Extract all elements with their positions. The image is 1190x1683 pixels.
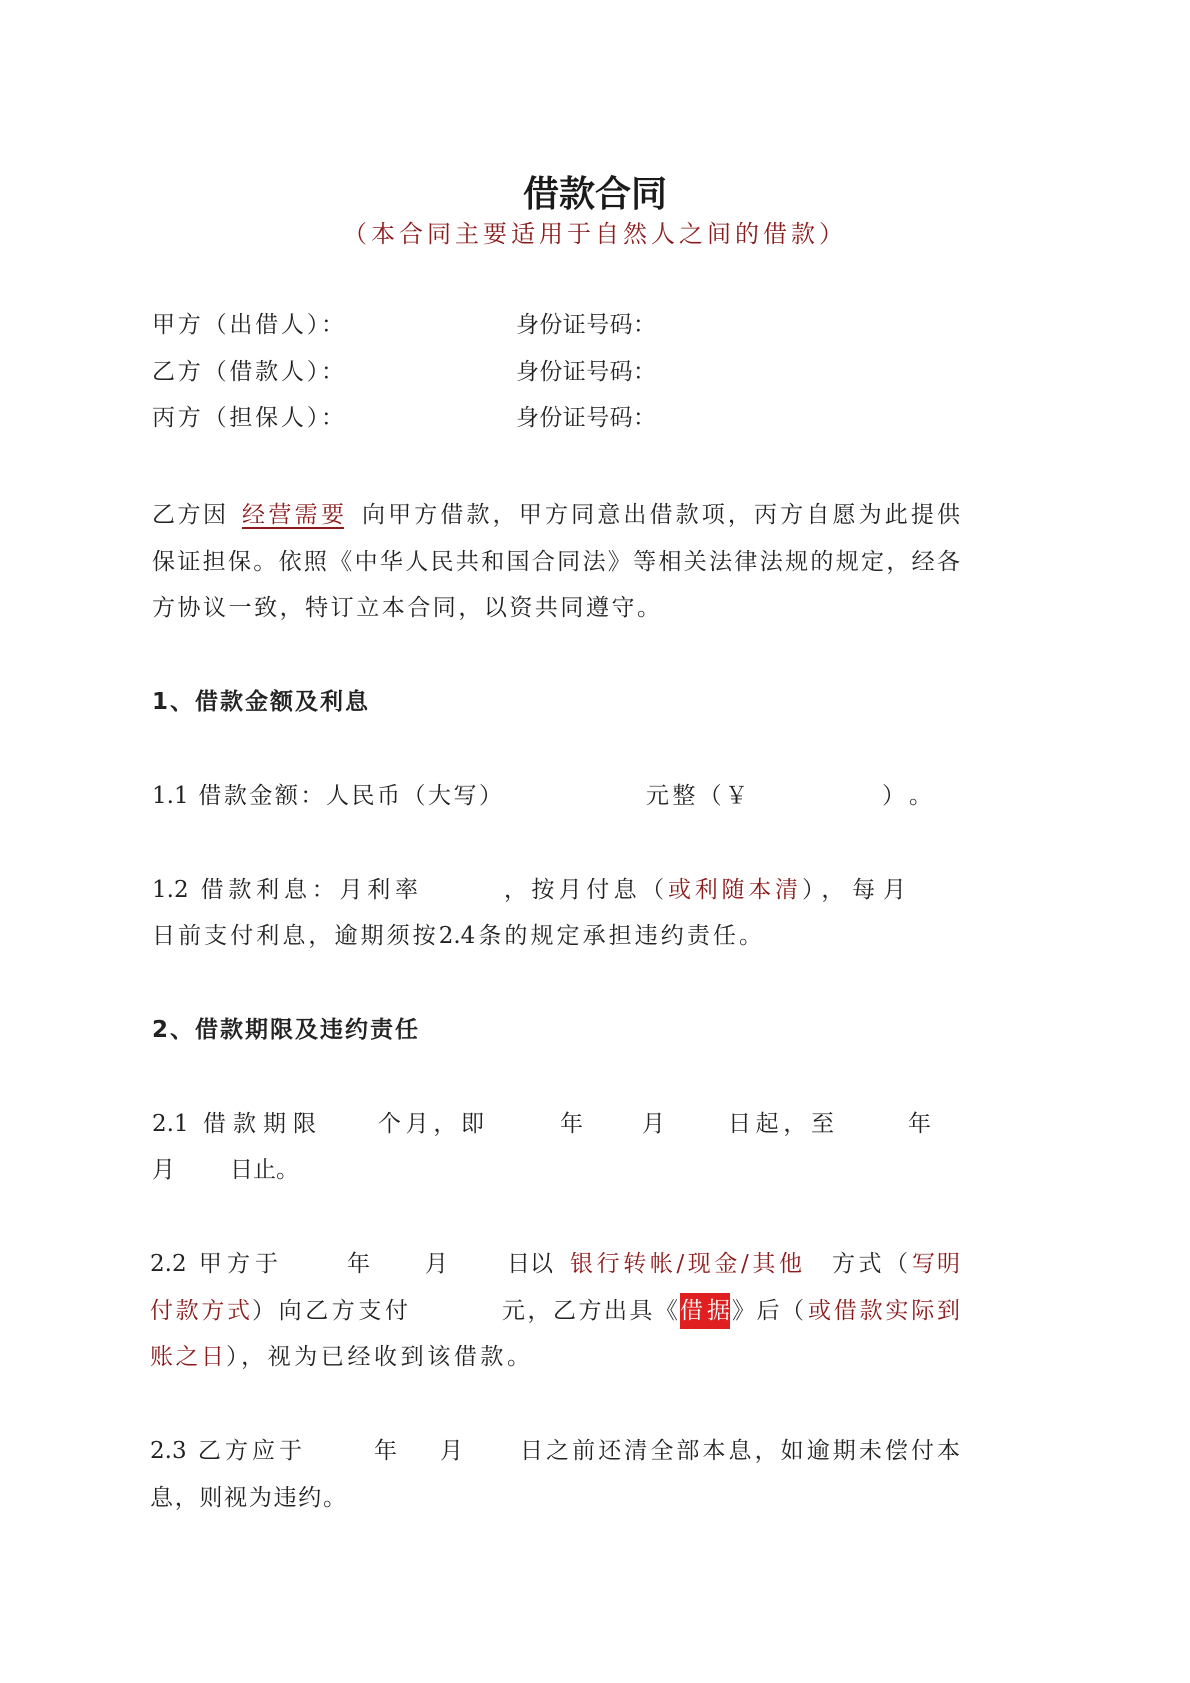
text: 2.2 甲方于 — [150, 1251, 278, 1277]
text: 元，乙方出具《 — [502, 1298, 678, 1324]
purpose-field: 经营需要 — [242, 502, 344, 528]
text: 1.1 借款金额：人民币（大写） — [152, 783, 502, 809]
text: 账之日 — [150, 1344, 224, 1370]
preamble-line — [0, 497, 1190, 533]
text: 月 — [425, 1251, 448, 1277]
text: 2.1 借款期限 — [152, 1111, 316, 1137]
text: 日以 — [507, 1251, 553, 1277]
text: 1.2 借款利息：月利率 — [152, 877, 418, 903]
text: 2.3 乙方应于 — [150, 1438, 302, 1464]
highlighted-term: 借据 — [680, 1293, 730, 1329]
text: 付款方式 — [150, 1298, 250, 1324]
text: 息，则视为违约。 — [150, 1485, 346, 1511]
text: ），视为已经收到该借款。 — [226, 1344, 530, 1370]
text: 或借款实际到 — [808, 1298, 960, 1324]
text: 年 — [908, 1111, 931, 1137]
party-line-lender — [0, 307, 1190, 343]
clause-1-1 — [0, 778, 1190, 814]
text: ，按月付息（ — [504, 877, 664, 903]
clause-2-2-cont — [0, 1339, 1190, 1375]
text: 月 — [642, 1111, 665, 1137]
text: 日前支付利息，逾期须按2.4条的规定承担违约责任。 — [152, 923, 762, 949]
text: 日止。 — [230, 1157, 299, 1183]
text: 向甲方借款，甲方同意出借款项，丙方自愿为此提供 — [362, 502, 960, 528]
clause-2-2 — [0, 1246, 1190, 1282]
text: 方协议一致，特订立本合同，以资共同遵守。 — [152, 595, 660, 621]
text: 个月，即 — [378, 1111, 484, 1137]
text: 或利随本清 — [668, 877, 798, 903]
preamble-line — [0, 544, 1190, 580]
payment-method: 银行转帐/现金/其他 — [570, 1251, 802, 1277]
text: ）。 — [882, 783, 932, 809]
clause-2-2-cont — [0, 1293, 1190, 1329]
text: 年 — [560, 1111, 583, 1137]
text: 乙方因 — [152, 502, 226, 528]
section-heading-2: 2、借款期限及违约责任 — [152, 1017, 421, 1043]
text: 月 — [152, 1157, 175, 1183]
party-role: 丙方（担保人）： — [152, 405, 344, 431]
document-subtitle: （本合同主要适用于自然人之间的借款） — [343, 220, 847, 248]
text: 写明 — [912, 1251, 960, 1277]
text: 保证担保。依照《中华人民共和国合同法》等相关法律法规的规定，经各 — [152, 549, 960, 575]
text: 元整（￥ — [646, 783, 748, 809]
document-title: 借款合同 — [522, 174, 667, 215]
id-label: 身份证号码： — [516, 312, 656, 338]
text: 年 — [374, 1438, 397, 1464]
section-heading-1: 1、借款金额及利息 — [152, 689, 371, 715]
id-label: 身份证号码： — [516, 405, 656, 431]
clause-2-1 — [0, 1106, 1190, 1142]
party-line-guarantor — [0, 400, 1190, 436]
clause-2-1-cont — [0, 1152, 1190, 1188]
text: 》后（ — [732, 1298, 804, 1324]
id-label: 身份证号码： — [516, 359, 656, 385]
clause-2-3-cont — [0, 1480, 1190, 1516]
party-role: 甲方（出借人）： — [152, 312, 344, 338]
text: 年 — [347, 1251, 370, 1277]
preamble-line — [0, 590, 1190, 626]
clause-2-3 — [0, 1433, 1190, 1469]
text: 日之前还清全部本息，如逾期未偿付本 — [520, 1438, 960, 1464]
text: 方式（ — [832, 1251, 908, 1277]
text: ）向乙方支付 — [252, 1298, 408, 1324]
party-role: 乙方（借款人）： — [152, 359, 344, 385]
clause-1-2 — [0, 872, 1190, 908]
text: ），每月 — [802, 877, 906, 903]
party-line-borrower — [0, 354, 1190, 390]
text: 月 — [440, 1438, 463, 1464]
clause-1-2-cont — [0, 918, 1190, 954]
text: 日起，至 — [728, 1111, 834, 1137]
